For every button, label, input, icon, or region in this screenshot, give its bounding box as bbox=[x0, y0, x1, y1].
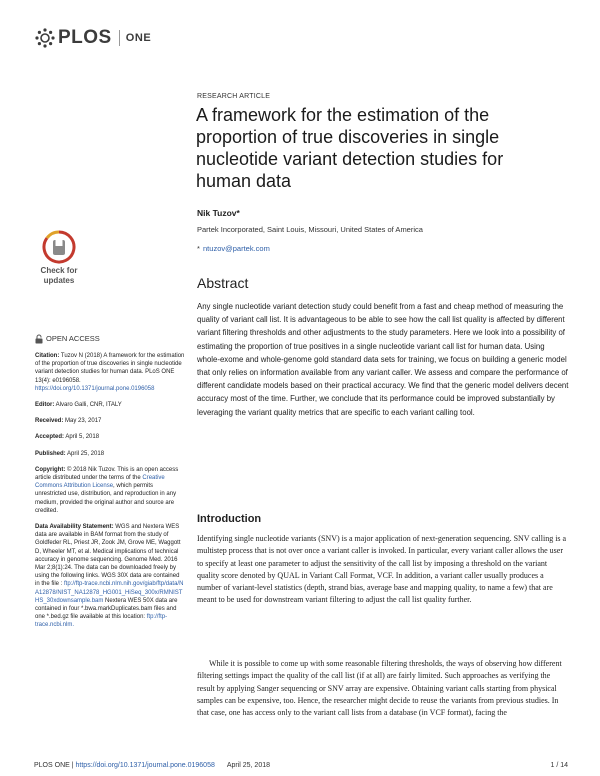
journal-name: ONE bbox=[125, 32, 152, 44]
received-block bbox=[35, 417, 185, 425]
footer-doi-link[interactable]: https://doi.org/10.1371/journal.pone.0196058 bbox=[75, 762, 215, 769]
open-access-label: OPEN ACCESS bbox=[46, 333, 100, 343]
article-type: RESEARCH ARTICLE bbox=[197, 93, 271, 100]
author-name: Nik Tuzov* bbox=[197, 208, 240, 218]
received-date: May 23, 2017 bbox=[63, 418, 102, 425]
accepted-label: Accepted: bbox=[35, 434, 65, 441]
accepted-block bbox=[35, 433, 185, 441]
published-label: Published: bbox=[35, 450, 66, 457]
footer-left bbox=[34, 762, 270, 769]
check-for-updates-badge[interactable] bbox=[33, 230, 85, 286]
email-star: * bbox=[197, 244, 200, 253]
open-lock-icon bbox=[35, 334, 43, 344]
author-email-line bbox=[197, 244, 270, 253]
check-updates-line1: Check for bbox=[40, 266, 78, 275]
copyright-label: Copyright: bbox=[35, 466, 66, 473]
data-availability-block bbox=[35, 523, 185, 630]
data-availability-text: WGS and Nextera WES data are available in BAM format from the study of Goldfeder RL, Priest JR, Zook JM, Grove ME, Waggott D, Wheeler MT, et al. Medical implications of technical accuracy in genome sequencing. Genome Med. 2016 Mar 2;8(1):24. The data can be downloaded freely by using the following links. WGS 30X data are contained in the file : bbox=[35, 524, 181, 588]
accepted-date: April 5, 2018 bbox=[64, 434, 100, 441]
article-sidebar bbox=[35, 334, 185, 638]
author-email-link[interactable]: ntuzov@partek.com bbox=[203, 244, 270, 253]
article-title: A framework for the estimation of the proportion of true discoveries in single nucleotide variant detection studies for human data bbox=[196, 105, 504, 191]
footer-date: April 25, 2018 bbox=[226, 762, 271, 769]
citation-block bbox=[35, 352, 185, 393]
check-updates-line2: updates bbox=[43, 276, 75, 285]
page-footer bbox=[34, 762, 568, 769]
data-availability-text-2: Nextera WES 50X data are contained in four *.bwa.markDuplicates.bam files and one *.bed.gz file available at this location: bbox=[35, 597, 178, 621]
license-link[interactable]: Creative Commons Attribution License bbox=[35, 475, 165, 490]
received-label: Received: bbox=[35, 418, 64, 425]
citation-label: Citation: bbox=[35, 353, 60, 359]
wgs-data-link[interactable]: ftp://ftp-trace.ncbi.nlm.nih.gov/giab/ftp/data/NA12878/NIST_NA12878_HG001_HiSeq_300x/RMNISTHS_30xdownsample.bam bbox=[35, 581, 184, 604]
check-updates-label bbox=[33, 266, 85, 286]
editor-label: Editor: bbox=[35, 402, 55, 409]
editor-block bbox=[35, 401, 185, 409]
published-block bbox=[35, 450, 185, 458]
introduction-paragraph-1: Identifying single nucleotide variants (SNV) is a major application of next-generation sequencing. SNV calling is a multistep process that is not over once a variant caller is invoked. In particular, every variant caller allows the user to specify at least one parameter to adjust the sensitivity of the call list by imposing a threshold on the variant quality score denoted by QUAL in Variant Call Format, VCF. In addition, a variant caller usually produces a number of variant-level statistics (depth, strand bias, average base and mapping quality, to name a few) that are meant to be used for downstream variant filtering to adjust the call list quality further. bbox=[197, 534, 567, 605]
copyright-block bbox=[35, 466, 185, 515]
data-availability-label: Data Availability Statement: bbox=[35, 524, 114, 531]
citation-doi-link[interactable]: https://doi.org/10.1371/journal.pone.0196058 bbox=[35, 385, 155, 392]
abstract-heading: Abstract bbox=[197, 275, 249, 291]
plos-one-logo bbox=[34, 27, 151, 49]
wes-data-link[interactable]: ftp://ftp-trace.ncbi.nlm. bbox=[35, 614, 168, 629]
footer-journal: PLOS ONE bbox=[34, 762, 70, 769]
plos-logo-icon bbox=[34, 27, 56, 49]
logo-divider bbox=[119, 30, 120, 46]
open-access-badge bbox=[35, 334, 185, 344]
publisher-name: PLOS bbox=[58, 27, 112, 48]
copyright-text-end: , which permits unrestricted use, distribution, and reproduction in any medium, provided the original author and source are credited. bbox=[35, 483, 177, 514]
footer-separator: | bbox=[69, 762, 76, 769]
introduction-heading: Introduction bbox=[197, 513, 262, 525]
check-updates-icon bbox=[42, 230, 76, 264]
introduction-paragraph-2: While it is possible to come up with some reasonable filtering thresholds, the ways of observing how different filtering settings impact the quality of the call list (if at all) are fairly limited. Such approaches as verifying the result by applying Sanger sequencing or SNV array are expensive. Obtaining variant calls starting from physical samples can be expensive, too. Hence, the researcher might decide to reuse the variants from previous studies. In that case, one has access only to the variant call lists from a database (in VCF format), facing the bbox=[197, 659, 562, 718]
copyright-text: © 2018 Nik Tuzov. This is an open access article distributed under the terms of the bbox=[35, 466, 179, 482]
footer-page-number: 1 / 14 bbox=[550, 762, 568, 769]
author-affiliation: Partek Incorporated, Saint Louis, Missouri, United States of America bbox=[197, 225, 423, 234]
abstract-text: Any single nucleotide variant detection study could benefit from a fast and cheap method of measuring the quality of variant call list. It is advantageous to be able to see how the call list quality is affected by different variant filtering thresholds and other adjustments to the study parameters. Here we look into a possibility of estimating the proportion of true positives in a single nucleotide variant call list for human data. Using whole-exome and whole-genome gold standard data sets for training, we focus on building a generic model that only relies on information available from any variant caller. We assess and compare the performance of different candidate models based on their practical accuracy. We find that the generic model delivers decent accuracy most of the time. Further, we conclude that its performance could be improved substantially by leveraging the variant quality metrics that are specific to each variant calling tool. bbox=[197, 302, 569, 417]
published-date: April 25, 2018 bbox=[65, 450, 105, 457]
editor-text: Alvaro Galli, CNR, ITALY bbox=[54, 402, 122, 409]
citation-text: Tuzov N (2018) A framework for the estimation of the proportion of true discoveries in single nucleotide variant detection studies for human data. PLoS ONE 13(4): e0196058. bbox=[35, 353, 185, 384]
